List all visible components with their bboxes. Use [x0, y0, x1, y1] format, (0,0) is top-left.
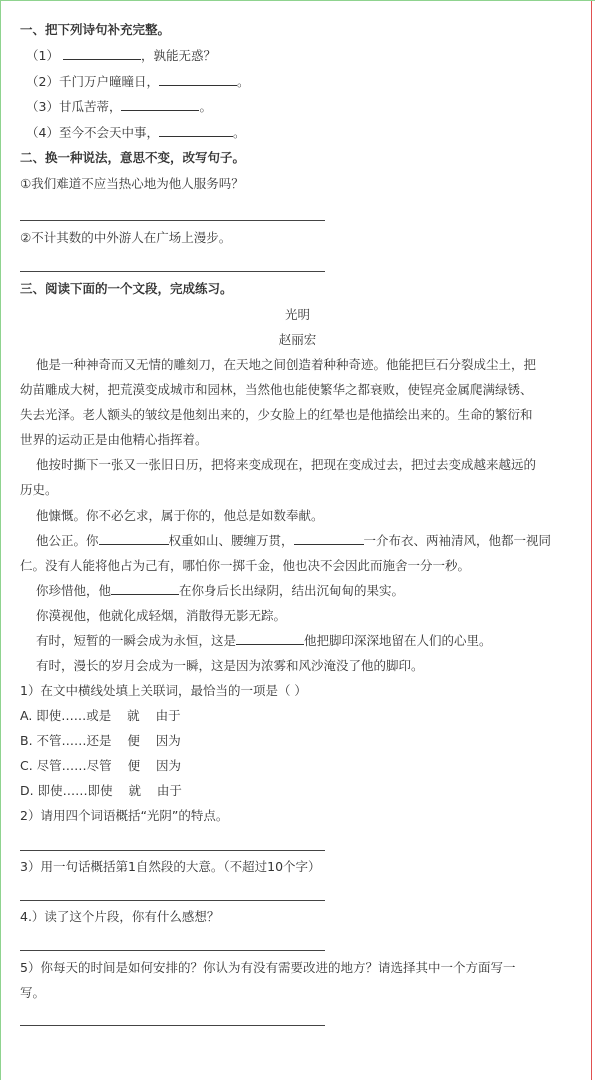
option-c[interactable]: C. 尽管……尽管 便 因为 [20, 758, 181, 773]
answer-blank[interactable] [99, 530, 169, 545]
page-border-right [591, 0, 592, 1080]
section3-heading: 三、阅读下面的一个文段，完成练习。 [20, 281, 233, 296]
poem-question-4: （4）至今不会天中事， 。 [26, 121, 245, 145]
rewrite-item-2: ②不计其数的中外游人在广场上漫步。 [20, 230, 232, 245]
answer-line[interactable] [20, 271, 325, 272]
question-4: 4.）读了这个片段，你有什么感想？ [20, 909, 220, 924]
passage-line: 他按时撕下一张又一张旧日历，把将来变成现在，把现在变成过去，把过去变成越来越远的 [36, 457, 537, 472]
option-a[interactable]: A. 即使……或是 就 由于 [20, 708, 181, 723]
answer-blank[interactable] [159, 122, 233, 137]
option-b[interactable]: B. 不管……还是 便 因为 [20, 733, 181, 748]
passage-line: 历史。 [20, 482, 58, 497]
passage-line: 有时，短暂的一瞬会成为永恒，这是 他把脚印深深地留在人们的心里。 [36, 629, 492, 653]
option-d[interactable]: D. 即使……即使 就 由于 [20, 783, 182, 798]
answer-line[interactable] [20, 950, 325, 951]
passage-line: 幼苗雕成大树，把荒漠变成城市和园林，当然他也能使繁华之都衰败，使锃亮金属爬满绿锈、 [20, 382, 533, 397]
poem-question-2: （2）千门万户曈曈日， 。 [26, 70, 249, 94]
answer-blank[interactable] [121, 96, 199, 111]
passage-line: 他是一种神奇而又无情的雕刻刀，在天地之间创造着种种奇迹。他能把巨石分裂成尘土，把 [36, 357, 537, 372]
passage-line: 他慷慨。你不必乞求，属于你的，他总是如数奉献。 [36, 508, 324, 523]
passage-line: 他公正。你 权重如山、腰缠万贯， 一介布衣、两袖清风，他都一视同 [36, 529, 551, 553]
question-3: 3）用一句话概括第1自然段的大意。（不超过10个字） [20, 859, 321, 874]
question-5-cont: 写。 [20, 985, 46, 1000]
section1-heading: 一、把下列诗句补充完整。 [20, 22, 171, 37]
answer-line[interactable] [20, 1025, 325, 1026]
page-border-top [0, 0, 595, 1]
answer-blank[interactable] [294, 530, 364, 545]
passage-line: 有时，漫长的岁月会成为一瞬，这是因为浓雾和风沙淹没了他的脚印。 [36, 658, 424, 673]
passage-title: 光明 [284, 307, 310, 322]
answer-line[interactable] [20, 850, 325, 851]
passage-line: 仁。没有人能将他占为己有，哪怕你一掷千金，他也决不会因此而施舍一分一秒。 [20, 558, 471, 573]
answer-blank[interactable] [63, 45, 141, 60]
passage-line: 世界的运动正是由他精心指挥着。 [20, 432, 208, 447]
question-5: 5）你每天的时间是如何安排的？你认为有没有需要改进的地方？请选择其中一个方面写一 [20, 960, 516, 975]
passage-line: 你漠视他，他就化成轻烟，消散得无影无踪。 [36, 608, 287, 623]
poem-question-1: （1） ，孰能无惑？ [26, 44, 216, 68]
answer-line[interactable] [20, 900, 325, 901]
passage-line: 你珍惜他，他 在你身后长出绿阴，结出沉甸甸的果实。 [36, 579, 404, 603]
question-1: 1）在文中横线处填上关联词，最恰当的一项是（ ） [20, 683, 307, 698]
answer-blank[interactable] [111, 580, 179, 595]
passage-line: 失去光泽。老人额头的皱纹是他刻出来的，少女脸上的红晕也是他描绘出来的。生命的繁衍和 [20, 407, 533, 422]
poem-question-3: （3）甘瓜苦蒂， 。 [26, 95, 212, 119]
question-2: 2）请用四个词语概括“光阴”的特点。 [20, 808, 229, 823]
page-border-left [0, 0, 1, 1080]
section2-heading: 二、换一种说法，意思不变，改写句子。 [20, 150, 246, 165]
passage-author: 赵丽宏 [278, 332, 317, 347]
answer-line[interactable] [20, 220, 325, 221]
answer-blank[interactable] [236, 630, 304, 645]
answer-blank[interactable] [159, 71, 237, 86]
rewrite-item-1: ①我们难道不应当热心地为他人服务吗？ [20, 176, 244, 191]
